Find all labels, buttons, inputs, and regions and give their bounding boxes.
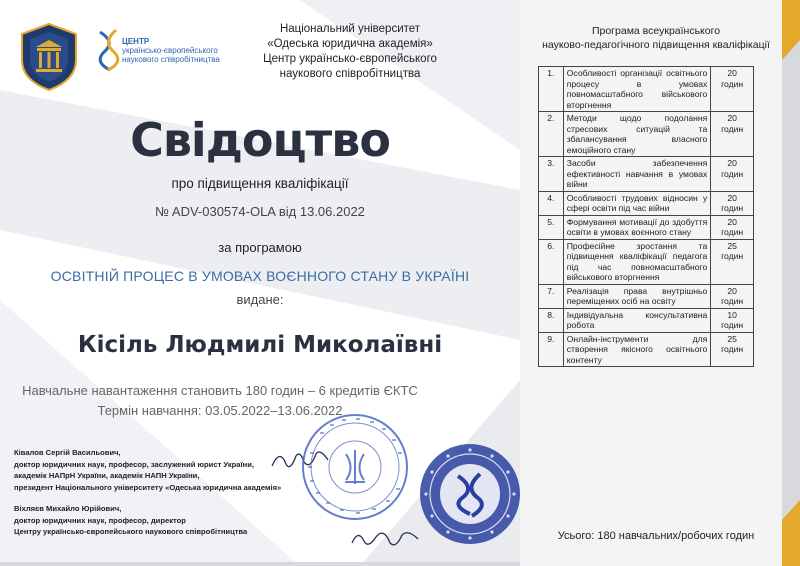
hours-value: 20 xyxy=(727,216,737,227)
table-row xyxy=(539,284,754,308)
row-number: 5. xyxy=(539,215,564,239)
course-hours xyxy=(711,112,754,157)
signatory-line: доктор юридичних наук, професор, директор xyxy=(14,515,186,525)
row-number: 3. xyxy=(539,157,564,192)
table-row xyxy=(539,67,754,112)
hours-unit: годин xyxy=(721,320,744,330)
hours-unit: годин xyxy=(721,123,744,134)
course-hours xyxy=(711,215,754,239)
hours-unit: годин xyxy=(721,227,744,237)
centre-logo-label: ЦЕНТР xyxy=(122,37,150,46)
centre-name: Центр українсько-європейського xyxy=(263,53,437,65)
course-hours xyxy=(711,332,754,367)
course-title: Особливості трудових відносин у сфері освіти під час війни xyxy=(563,191,711,215)
programme-title: науково-педагогічного підвищення кваліфікації xyxy=(542,39,770,51)
certificate-subtitle: про підвищення кваліфікації xyxy=(171,176,349,191)
table-row xyxy=(539,332,754,367)
university-name: Національний університет xyxy=(279,23,421,35)
hours-value: 20 xyxy=(727,192,737,203)
hours-unit: годин xyxy=(721,296,744,306)
course-title: Особливості організації освітнього процесу в умовах повномасштабного військового вторгнення xyxy=(563,67,711,112)
row-number: 6. xyxy=(539,239,564,284)
hours-unit: годин xyxy=(721,203,744,213)
course-title: Формування мотивації до здобуття освіти в умовах воєнного стану xyxy=(563,215,711,239)
signatory-president xyxy=(14,447,304,493)
course-hours xyxy=(711,308,754,332)
hours-unit: годин xyxy=(721,251,744,261)
row-number: 1. xyxy=(539,67,564,112)
hours-value: 20 xyxy=(727,158,737,168)
signatory-line: академік НАПрН України, академік НАПН України, xyxy=(14,471,200,480)
programme-total: Усього: 180 навчальних/робочих годин xyxy=(557,530,755,542)
course-hours xyxy=(711,239,754,284)
for-program-label: за програмою xyxy=(218,240,302,255)
signatory-director xyxy=(14,503,304,538)
centre-stamp xyxy=(418,442,522,546)
recipient-name: Кісіль Людмилі Миколаївні xyxy=(77,332,443,358)
course-title: Професійне зростання та підвищення кваліфікації педагога під час повномасштабного військового вторгнення xyxy=(563,239,711,284)
row-number: 9. xyxy=(539,332,564,367)
course-title: Реалізація права внутрішньо переміщених осіб на освіту xyxy=(563,284,711,308)
hours-value: 20 xyxy=(727,285,737,296)
university-logo xyxy=(14,22,84,92)
programme-title: Програма всеукраїнського xyxy=(591,25,721,37)
signatory-line: президент Національного університету «Одеська юридична академія» xyxy=(14,482,282,492)
course-title: Онлайн-інструменти для створення якісного освітнього контенту xyxy=(563,332,711,367)
row-number: 4. xyxy=(539,191,564,215)
course-title: Індивідуальна консультативна робота xyxy=(563,308,711,332)
course-hours xyxy=(711,284,754,308)
table-row xyxy=(539,112,754,157)
table-row xyxy=(539,239,754,284)
course-hours xyxy=(711,191,754,215)
signatory-line: Центру українсько-європейського наукового співробітництва xyxy=(14,527,248,536)
centre-logo-label: українсько-європейського xyxy=(122,46,218,55)
row-number: 8. xyxy=(539,308,564,332)
hours-value: 10 xyxy=(727,309,737,320)
issuer-header xyxy=(250,22,450,82)
study-term: Термін навчання: 03.05.2022–13.06.2022 xyxy=(97,403,343,418)
course-hours xyxy=(711,157,754,192)
centre-emblem-icon xyxy=(96,28,122,72)
hours-value: 20 xyxy=(727,68,737,78)
row-number: 2. xyxy=(539,112,564,157)
hours-value: 25 xyxy=(727,333,737,344)
certificate-number: № ADV-030574-OLA від 13.06.2022 xyxy=(155,204,365,219)
centre-name: наукового співробітництва xyxy=(279,68,421,80)
hours-unit: годин xyxy=(721,344,744,354)
academy-stamp xyxy=(300,412,410,522)
table-row xyxy=(539,191,754,215)
table-row xyxy=(539,308,754,332)
hours-unit: годин xyxy=(721,168,744,179)
course-title: Засоби забезпечення ефективності навчання в умовах війни xyxy=(563,157,711,192)
signatory-line: доктор юридичних наук, професор, заслужений юрист України, xyxy=(14,459,254,469)
programme-table xyxy=(538,66,754,367)
university-name: «Одеська юридична академія» xyxy=(267,38,433,50)
hours-value: 25 xyxy=(727,240,737,251)
table-row xyxy=(539,215,754,239)
centre-logo xyxy=(96,28,236,72)
hours-unit: годин xyxy=(721,78,744,89)
study-load: Навчальне навантаження становить 180 годин – 6 кредитів ЄКТС xyxy=(22,383,418,398)
centre-logo-label: наукового співробітництва xyxy=(122,55,220,64)
signatory-line: Ківалов Сергій Васильович, xyxy=(14,448,121,457)
hours-value: 20 xyxy=(727,113,737,123)
signatory-line: Віхляєв Михайло Юрійович, xyxy=(14,504,122,513)
course-hours xyxy=(711,67,754,112)
issued-label: видане: xyxy=(236,292,284,307)
course-title: Методи щодо подолання стресових ситуацій та збалансування власного емоційного стану xyxy=(563,112,711,157)
program-name: ОСВІТНІЙ ПРОЦЕС В УМОВАХ ВОЄННОГО СТАНУ В УКРАЇНІ xyxy=(50,268,470,284)
certificate-title: Свідоцтво xyxy=(130,113,390,167)
programme-header xyxy=(528,24,784,52)
row-number: 7. xyxy=(539,284,564,308)
table-row xyxy=(539,157,754,192)
signature-director xyxy=(350,525,420,551)
